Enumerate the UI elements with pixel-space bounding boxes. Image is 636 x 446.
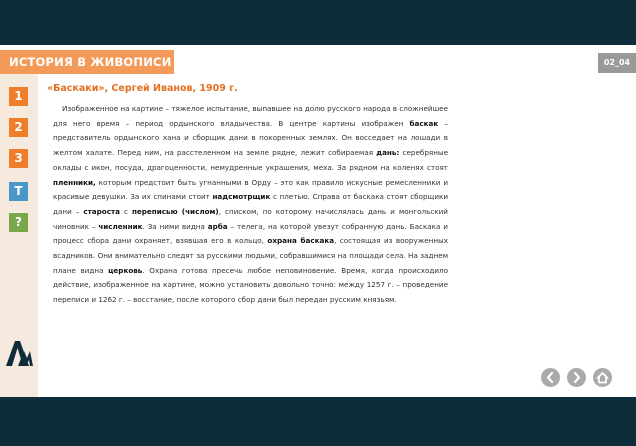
section-title: ИСТОРИЯ В ЖИВОПИСИ — [0, 50, 174, 74]
chevron-left-icon — [541, 368, 560, 387]
term-plenniki: пленники, — [53, 177, 96, 187]
nav-button-question[interactable]: ? — [9, 213, 28, 232]
home-icon — [593, 368, 612, 387]
home-button[interactable] — [593, 368, 612, 387]
term-dan: дань: — [376, 148, 400, 158]
slide — [0, 45, 636, 397]
content-text: Изображенное на картине – тяжелое испытание, выпавшее на долю русского народа в сложнейшее для него время – период ордынского владычества. В центре картины изображен баскак – представитель ордынского хана и сборщик дани в покоренных землях. Он восседает на лошади в желтом халате. Перед ним, на расстеленном на земле рядне, лежит собираемая дань: серебряные оклады с икон, посуда, драгоценности, немудренные украшения, меха. За рядном на коленях стоят пленники, которым предстоит быть угнанными в Орду – это как правило искусные ремесленники и красивые девушки. За их спинами стоит надсмотрщик с плетью. Справа от баскака стоят сборщики дани – староста с переписью (числом), списком, по которому начислялась дань и монгольский чиновник – численник. За ними видна арба – телега, на которой увезут собранную дань. Баскака и процесс сбора дани охраняет, взявшая его в кольцо, охрана баскака, состоящая из вооруженных всадников. Они внимательно следят за русскими людьми, собравшимися на площади села. На заднем плане видна церковь. Охрана готова пресечь любое неповиновение. Время, когда происходило действие, изображенное на картине, можно установить довольно точно: между 1257 г. – проведение переписи и 1262 г. – восстание, после которого сбор дани был передан русским князьям. — [53, 104, 448, 305]
chevron-right-icon — [567, 368, 586, 387]
term-perepis: переписью (числом) — [131, 206, 219, 216]
term-okhrana: охрана баскака — [267, 236, 335, 246]
next-button[interactable] — [567, 368, 586, 387]
logo — [4, 338, 34, 368]
prev-button[interactable] — [541, 368, 560, 387]
term-starosta: староста — [83, 206, 120, 216]
term-baskak: баскак — [409, 118, 439, 128]
slide-number: 02_04 — [598, 53, 636, 73]
term-nadsmotrshchik: надсмотрщик — [212, 192, 271, 202]
term-arba: арба — [207, 221, 228, 231]
nav-button-test[interactable]: Т — [9, 182, 28, 201]
term-tserkov: церковь — [108, 265, 143, 275]
content-title: «Баскаки», Сергей Иванов, 1909 г. — [47, 83, 238, 94]
nav-button-3[interactable]: 3 — [9, 149, 28, 168]
nav-button-1[interactable]: 1 — [9, 87, 28, 106]
term-chislennik: численник — [98, 221, 143, 231]
nav-button-2[interactable]: 2 — [9, 118, 28, 137]
